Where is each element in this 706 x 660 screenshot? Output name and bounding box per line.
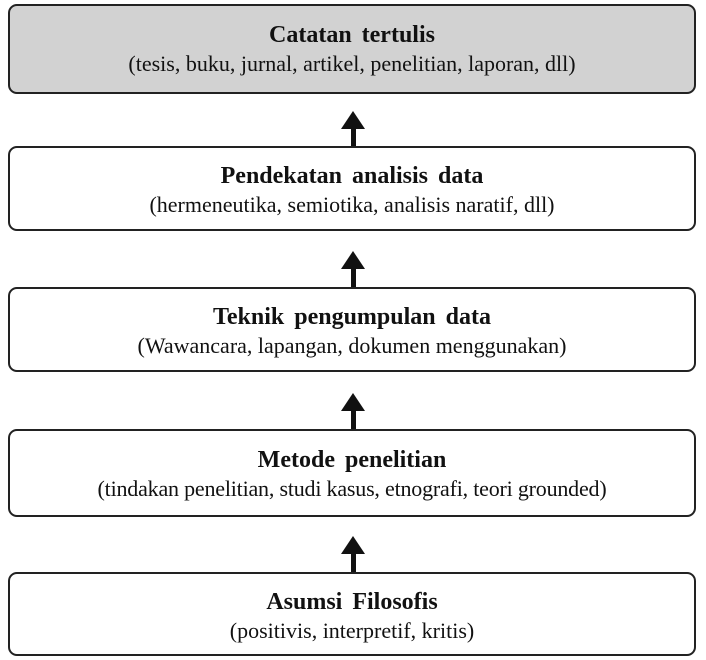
box-title: Catatan tertulis — [269, 22, 435, 48]
box-subtitle: (Wawancara, lapangan, dokumen menggunakan) — [137, 333, 567, 358]
box-subtitle: (positivis, interpretif, kritis) — [229, 618, 475, 643]
box-teknik-pengumpulan-data — [8, 287, 696, 372]
box-subtitle: (tindakan penelitian, studi kasus, etnografi, teori grounded) — [97, 476, 607, 501]
box-title: Teknik pengumpulan data — [213, 304, 491, 330]
arrow-up-icon — [341, 393, 365, 429]
box-metode-penelitian — [8, 429, 696, 517]
arrow-up-icon — [341, 251, 365, 287]
box-title: Pendekatan analisis data — [220, 163, 484, 189]
box-pendekatan-analisis-data — [8, 146, 696, 231]
arrow-up-icon — [341, 536, 365, 572]
box-subtitle: (hermeneutika, semiotika, analisis naratif, dll) — [149, 192, 555, 217]
box-catatan-tertulis — [8, 4, 696, 94]
box-title: Asumsi Filosofis — [266, 589, 438, 615]
box-asumsi-filosofis — [8, 572, 696, 656]
arrow-up-icon — [341, 111, 365, 146]
box-title: Metode penelitian — [257, 447, 447, 473]
box-subtitle: (tesis, buku, jurnal, artikel, penelitian, laporan, dll) — [128, 51, 576, 76]
